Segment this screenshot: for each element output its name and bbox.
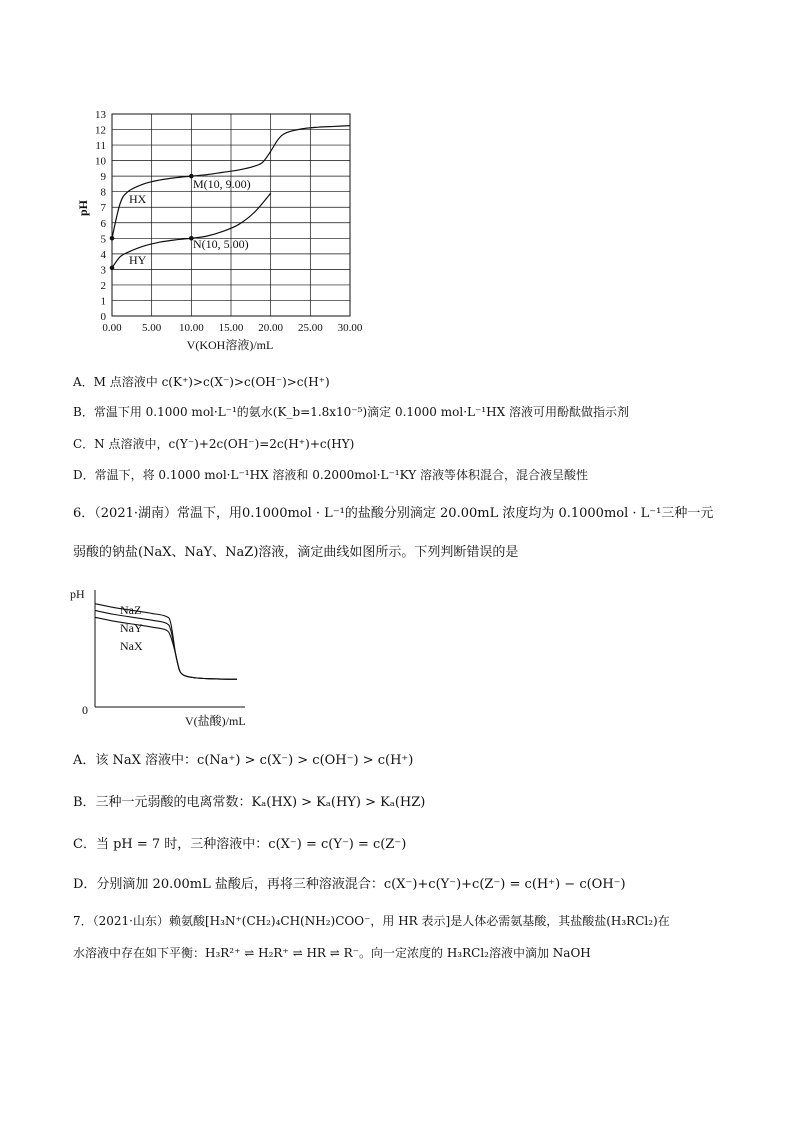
chart1-x-tick-label: 15.00 — [218, 322, 244, 334]
chart1-y-tick-label: 9 — [100, 171, 106, 184]
q5-option-a: A．M 点溶液中 c(K⁺)>c(X⁻)>c(OH⁻)>c(H⁺) — [73, 375, 330, 389]
chart1-y-tick-label: 10 — [95, 155, 106, 168]
chart2-curve-nay — [95, 610, 237, 679]
chart1-y-tick-label: 8 — [100, 186, 106, 199]
chart1-point — [110, 266, 115, 271]
q6-option-b: B．三种一元弱酸的电离常数：Kₐ(HX) > Kₐ(HY) > Kₐ(HZ) — [73, 795, 426, 810]
chart1-y-tick-label: 11 — [95, 140, 106, 153]
chart2-x-axis-label: V(盐酸)/mL — [185, 714, 246, 728]
chart1-label-hx: HX — [129, 192, 147, 206]
chart2-curve-nax — [95, 617, 237, 679]
chart1-y-tick-label: 12 — [95, 124, 106, 137]
chart1-label-n: N(10, 5.00) — [193, 237, 249, 251]
chart2-y-axis-label: pH — [70, 587, 85, 601]
chart1-y-tick-label: 0 — [100, 311, 106, 323]
chart1-y-tick-label: 4 — [100, 248, 106, 261]
titration-chart-koh — [60, 100, 380, 360]
q6-option-c: C．当 pH = 7 时，三种溶液中：c(X⁻) = c(Y⁻) = c(Z⁻) — [73, 837, 407, 852]
q6-option-a: A．该 NaX 溶液中：c(Na⁺) > c(X⁻) > c(OH⁻) > c(H⁺) — [73, 753, 414, 768]
chart1-x-axis-label: V(KOH溶液)/mL — [186, 338, 274, 352]
chart1-point — [110, 236, 115, 241]
chart1-x-tick-label: 30.00 — [337, 322, 363, 334]
chart1-y-tick-label: 2 — [100, 279, 106, 292]
chart1-x-ticks — [102, 322, 363, 334]
q5-option-d: D．常温下，将 0.1000 mol·L⁻¹HX 溶液和 0.2000mol·L⁻¹KY 溶液等体积混合，混合液呈酸性 — [73, 468, 588, 482]
chart1-y-ticks — [95, 109, 107, 323]
chart2-label-nax: NaX — [120, 639, 143, 653]
chart1-y-tick-label: 3 — [100, 264, 106, 277]
chart1-x-tick-label: 0.00 — [102, 322, 122, 334]
q7-stem-line2: 水溶液中存在如下平衡：H₃R²⁺ ⇌ H₂R⁺ ⇌ HR ⇌ R⁻。向一定浓度的 H₃RCl₂溶液中滴加 NaOH — [73, 946, 591, 960]
chart1-grid — [112, 114, 350, 316]
chart1-x-tick-label: 10.00 — [178, 322, 204, 334]
chart1-y-tick-label: 6 — [100, 217, 106, 230]
chart1-y-tick-label: 1 — [100, 295, 106, 308]
chart1-x-tick-label: 20.00 — [258, 322, 284, 334]
q5-option-b: B．常温下用 0.1000 mol·L⁻¹的氨水(K_b=1.8x10⁻⁵)滴定 0.1000 mol·L⁻¹HX 溶液可用酚酞做指示剂 — [73, 405, 629, 419]
chart2-origin-label: 0 — [82, 703, 88, 717]
chart2-label-naz: NaZ — [120, 603, 142, 617]
q7-stem-line1: 7．（2021·山东）赖氨酸[H₃N⁺(CH₂)₄CH(NH₂)COO⁻，用 HR 表示]是人体必需氨基酸，其盐酸盐(H₃RCl₂)在 — [73, 914, 670, 928]
q6-option-d: D．分别滴加 20.00mL 盐酸后，再将三种溶液混合：c(X⁻)+c(Y⁻)+c(Z⁻) = c(H⁺) − c(OH⁻) — [73, 877, 626, 892]
q5-option-c: C．N 点溶液中，c(Y⁻)+2c(OH⁻)=2c(H⁺)+c(HY) — [73, 437, 355, 451]
titration-chart-hcl — [65, 580, 275, 730]
chart1-x-tick-label: 25.00 — [297, 322, 323, 334]
chart2-label-nay: NaY — [120, 621, 143, 635]
chart2-curves — [95, 604, 237, 680]
chart1-y-tick-label: 7 — [100, 202, 106, 215]
chart1-x-tick-label: 5.00 — [142, 322, 162, 334]
q6-stem-line2: 弱酸的钠盐(NaX、NaY、NaZ)溶液，滴定曲线如图所示。下列判断错误的是 — [73, 545, 519, 560]
chart1-y-tick-label: 13 — [95, 109, 106, 121]
chart1-label-hy: HY — [129, 253, 147, 267]
chart1-label-m: M(10, 9.00) — [193, 177, 251, 191]
chart1-y-axis-label: pH — [76, 199, 90, 217]
q6-stem-line1: 6．（2021·湖南）常温下，用0.1000mol · L⁻¹的盐酸分别滴定 20.00mL 浓度均为 0.1000mol · L⁻¹三种一元 — [73, 506, 714, 521]
chart1-y-tick-label: 5 — [100, 233, 106, 246]
